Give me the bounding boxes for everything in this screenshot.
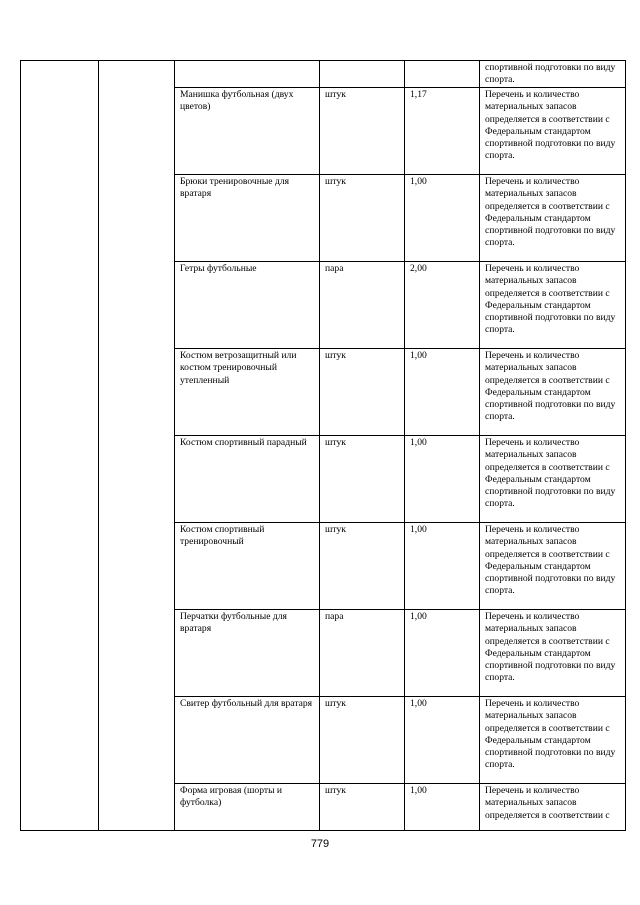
- inventory-table: [20, 60, 626, 831]
- unit-cell: штук: [320, 349, 405, 436]
- merged-cell-col1: [21, 61, 99, 831]
- unit-cell: штук: [320, 523, 405, 610]
- table-row: [21, 61, 626, 88]
- quantity-cell: 1,00: [405, 349, 480, 436]
- quantity-cell: 1,00: [405, 697, 480, 784]
- quantity-cell: [405, 61, 480, 88]
- quantity-cell: 1,00: [405, 436, 480, 523]
- quantity-cell: 1,17: [405, 88, 480, 175]
- item-name-cell: Костюм спортивный парадный: [175, 436, 320, 523]
- merged-cell-col2: [99, 61, 175, 831]
- note-cell: Перечень и количество материальных запасов определяется в соответствии с: [480, 784, 626, 831]
- unit-cell: штук: [320, 784, 405, 831]
- note-cell: Перечень и количество материальных запасов определяется в соответствии с Федеральным стандартом спортивной подготовки по виду спорта.: [480, 349, 626, 436]
- note-cell: Перечень и количество материальных запасов определяется в соответствии с Федеральным стандартом спортивной подготовки по виду спорта.: [480, 523, 626, 610]
- inventory-table-body: [21, 61, 626, 831]
- item-name-cell: [175, 61, 320, 88]
- item-name-cell: Костюм ветрозащитный или костюм тренировочный утепленный: [175, 349, 320, 436]
- unit-cell: штук: [320, 88, 405, 175]
- unit-cell: штук: [320, 436, 405, 523]
- unit-cell: пара: [320, 610, 405, 697]
- note-cell: Перечень и количество материальных запасов определяется в соответствии с Федеральным стандартом спортивной подготовки по виду спорта.: [480, 262, 626, 349]
- item-name-cell: Брюки тренировочные для вратаря: [175, 175, 320, 262]
- item-name-cell: Перчатки футбольные для вратаря: [175, 610, 320, 697]
- item-name-cell: Гетры футбольные: [175, 262, 320, 349]
- note-cell: Перечень и количество материальных запасов определяется в соответствии с Федеральным стандартом спортивной подготовки по виду спорта.: [480, 175, 626, 262]
- note-cell: Перечень и количество материальных запасов определяется в соответствии с Федеральным стандартом спортивной подготовки по виду спорта.: [480, 88, 626, 175]
- unit-cell: пара: [320, 262, 405, 349]
- quantity-cell: 1,00: [405, 523, 480, 610]
- item-name-cell: Манишка футбольная (двух цветов): [175, 88, 320, 175]
- item-name-cell: Форма игровая (шорты и футболка): [175, 784, 320, 831]
- unit-cell: штук: [320, 697, 405, 784]
- item-name-cell: Свитер футбольный для вратаря: [175, 697, 320, 784]
- quantity-cell: 1,00: [405, 784, 480, 831]
- unit-cell: [320, 61, 405, 88]
- item-name-cell: Костюм спортивный тренировочный: [175, 523, 320, 610]
- note-cell: Перечень и количество материальных запасов определяется в соответствии с Федеральным стандартом спортивной подготовки по виду спорта.: [480, 610, 626, 697]
- quantity-cell: 2,00: [405, 262, 480, 349]
- quantity-cell: 1,00: [405, 175, 480, 262]
- quantity-cell: 1,00: [405, 610, 480, 697]
- unit-cell: штук: [320, 175, 405, 262]
- note-cell: Перечень и количество материальных запасов определяется в соответствии с Федеральным стандартом спортивной подготовки по виду спорта.: [480, 697, 626, 784]
- note-cell: спортивной подготовки по виду спорта.: [480, 61, 626, 88]
- note-cell: Перечень и количество материальных запасов определяется в соответствии с Федеральным стандартом спортивной подготовки по виду спорта.: [480, 436, 626, 523]
- page-number: 779: [310, 838, 330, 850]
